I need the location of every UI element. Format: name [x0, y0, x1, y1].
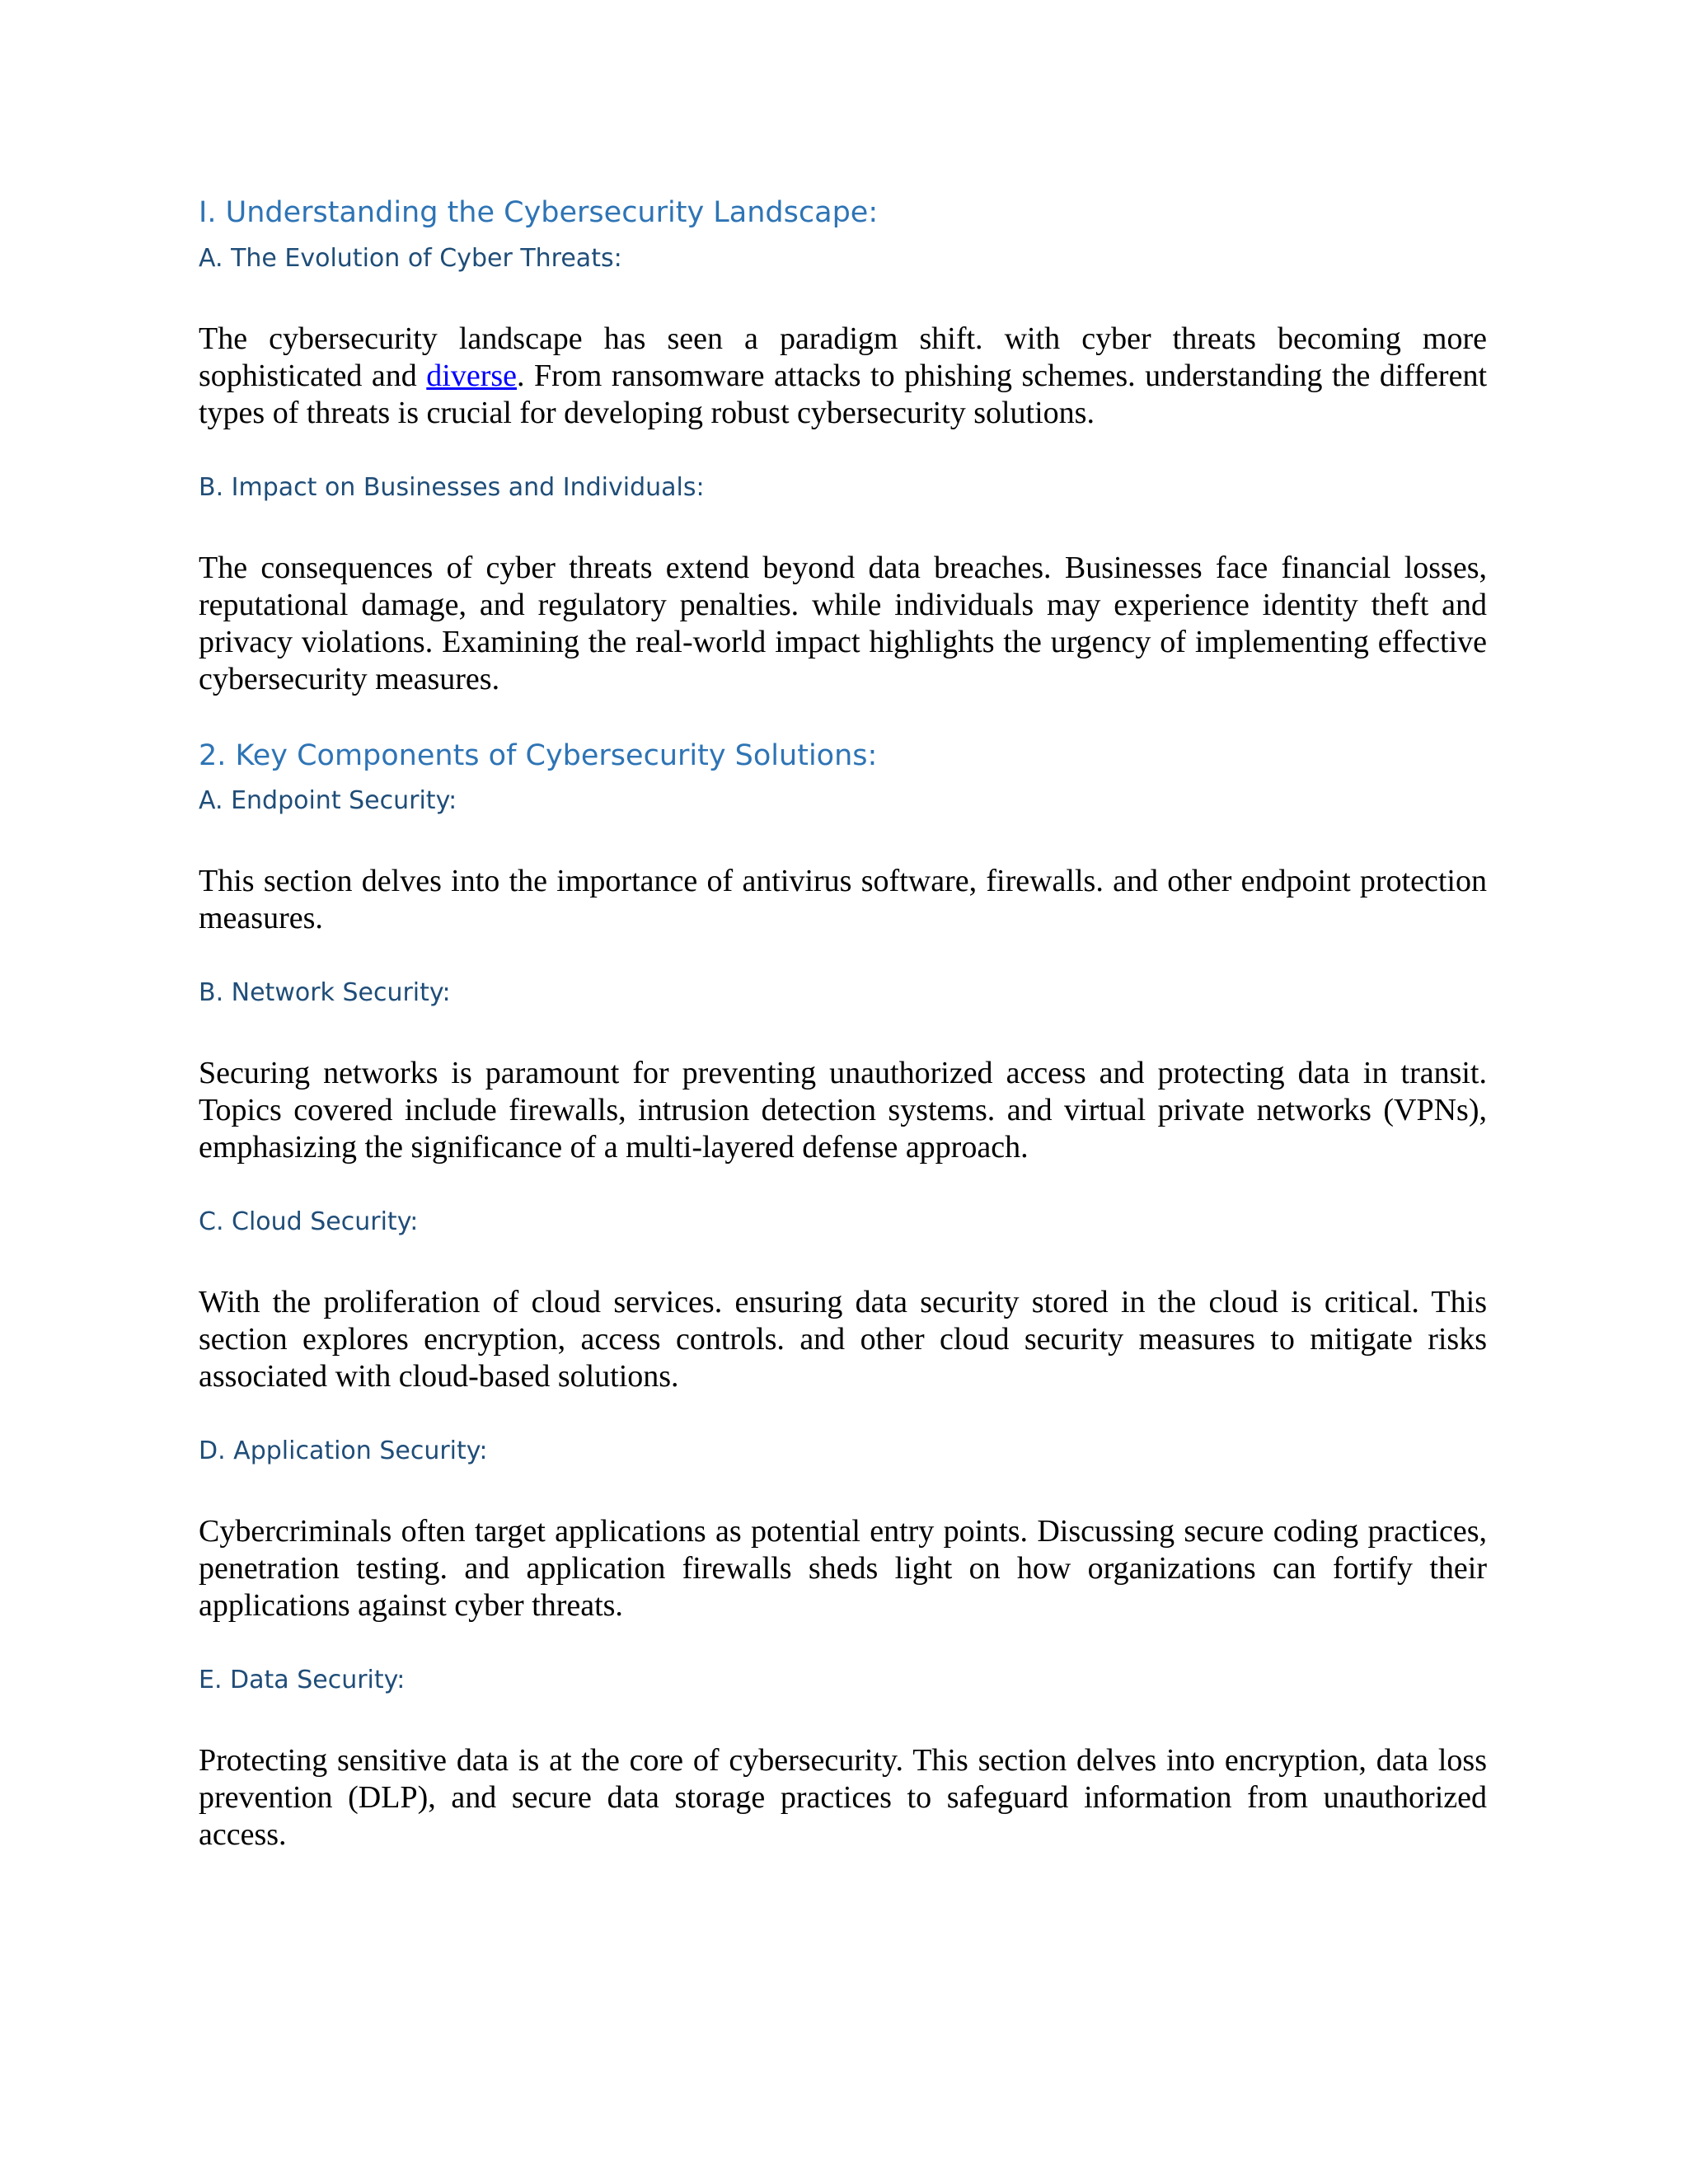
- heading-network-security: B. Network Security:: [199, 978, 451, 1007]
- heading-key-components: 2. Key Components of Cybersecurity Solutions:: [199, 738, 878, 772]
- heading-impact-businesses: B. Impact on Businesses and Individuals:: [199, 472, 705, 502]
- heading-application-security: D. Application Security:: [199, 1436, 488, 1465]
- heading-evolution-of-threats: A. The Evolution of Cyber Threats:: [199, 243, 622, 273]
- paragraph-text-start: The cybersecurity landscape has seen a paradigm shift. with cyber threats becoming more sophisticated and: [199, 321, 1487, 393]
- paragraph-cloud-security: With the proliferation of cloud services. ensuring data security stored in the cloud is critical. This section explores encryption, access controls. and other cloud security measures to mitigate risks associated with cloud-based solutions.: [199, 1285, 1487, 1394]
- paragraph-text-end: . From ransomware attacks to phishing schemes. understanding the different types of threats is crucial for developing robust cybersecurity solutions.: [199, 358, 1487, 430]
- heading-cloud-security: C. Cloud Security:: [199, 1207, 419, 1236]
- heading-understanding-landscape: I. Understanding the Cybersecurity Landscape:: [199, 196, 879, 229]
- paragraph-data-security: Protecting sensitive data is at the core of cybersecurity. This section delves into encryption, data loss prevention (DLP), and secure data storage practices to safeguard information from unauthorized access.: [199, 1743, 1487, 1852]
- document-body: [199, 194, 1487, 1854]
- heading-endpoint-security: A. Endpoint Security:: [199, 786, 457, 815]
- paragraph-endpoint-security: This section delves into the importance of antivirus software, firewalls. and other endpoint protection measures.: [199, 864, 1487, 935]
- diverse-link[interactable]: diverse: [426, 358, 517, 393]
- paragraph-impact-businesses: The consequences of cyber threats extend beyond data breaches. Businesses face financial losses, reputational damage, and regulatory penalties. while individuals may experience identity theft and privacy violations. Examining the real-world impact highlights the urgency of implementing effective cybersecurity measures.: [199, 550, 1487, 696]
- paragraph-evolution-of-threats: [199, 321, 1487, 432]
- paragraph-network-security: Securing networks is paramount for preventing unauthorized access and protecting data in transit. Topics covered include firewalls, intrusion detection systems. and virtual private networks (VPNs), emphasizing the significance of a multi-layered defense approach.: [199, 1056, 1487, 1165]
- heading-data-security: E. Data Security:: [199, 1666, 406, 1694]
- paragraph-application-security: Cybercriminals often target applications as potential entry points. Discussing secure coding practices, penetration testing. and application firewalls sheds light on how organizations can fortify their applications against cyber threats.: [199, 1514, 1487, 1623]
